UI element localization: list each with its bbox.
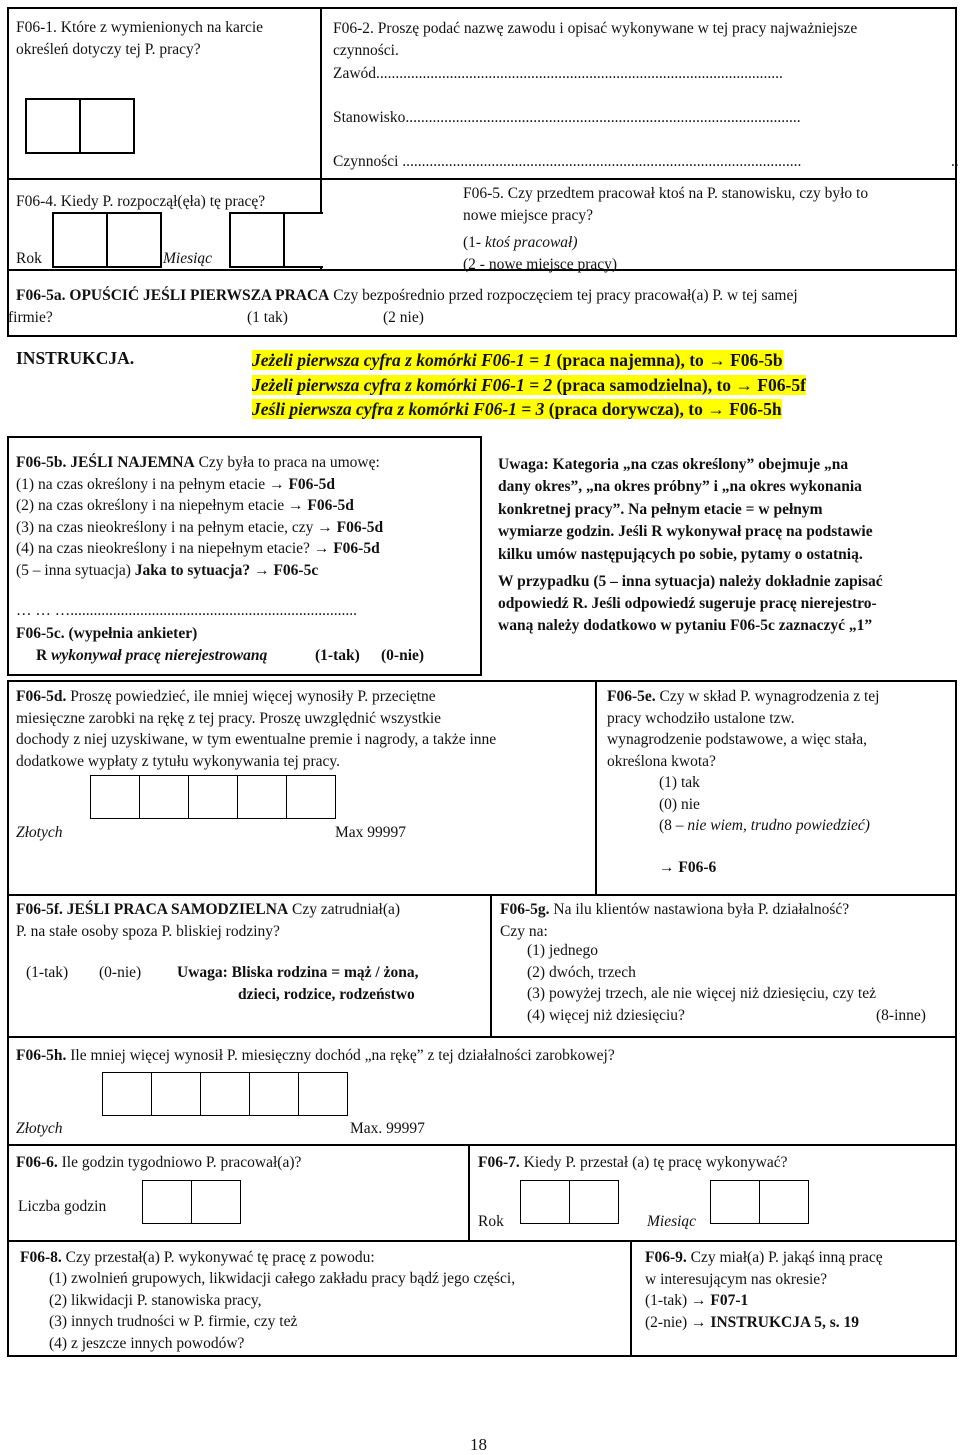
- f06-7-rok-box-2[interactable]: [569, 1180, 619, 1224]
- f06-9-option-no[interactable]: (2-nie) → INSTRUKCJA 5, s. 19: [645, 1313, 859, 1331]
- f06-5g-options: [527, 940, 876, 1026]
- frame-5f-bottom: [7, 1036, 957, 1038]
- f06-5h-unit: Złotych: [16, 1120, 63, 1137]
- f06-6-digit-box-1[interactable]: [142, 1180, 192, 1224]
- zawod-field[interactable]: Zawód.........................................................................................................: [333, 65, 783, 82]
- frame-5b-bottom: [7, 674, 482, 676]
- f06-8-option-2[interactable]: (2) likwidacji P. stanowiska pracy,: [49, 1291, 262, 1309]
- f06-5-option-2[interactable]: (2 - nowe miejsce pracy): [463, 256, 618, 273]
- divider-5f-5g: [490, 894, 492, 1038]
- f06-4-miesiac-box-1[interactable]: [229, 212, 285, 268]
- czynnosci-field[interactable]: Czynności .......................................................................................................: [333, 153, 802, 170]
- instrukcja-row-3[interactable]: Jeśli pierwsza cyfra z komórki F06-1 = 3 (praca dorywcza), to → F06-5h: [252, 399, 782, 419]
- uwaga-note: Uwaga: Kategoria „na czas określony” obejmuje „na dany okres”, „na okres próbny” i „na okres wykonania konkretnej pracy”. Na pełnym etacie = w pełnym wymiarze godzin. Jeśli R wykonywał pracę na podstawie kilku umów następujących po sobie, pytamy o ostatnią.: [498, 456, 873, 563]
- instrukcja-row-2[interactable]: Jeżeli pierwsza cyfra z komórki F06-1 = 2 (praca samodzielna), to → F06-5f: [252, 374, 806, 395]
- frame-5h-right: [955, 1036, 957, 1146]
- divider-6-7: [468, 1144, 470, 1242]
- f06-6-unit: Liczba godzin: [18, 1198, 107, 1215]
- frame-5f-top: [7, 894, 957, 896]
- f06-5b-option-1[interactable]: (1) na czas określony i na pełnym etacie → F06-5d: [16, 475, 335, 493]
- f06-4-question: F06-4. Kiedy P. rozpoczął(ęła) tę pracę?: [16, 193, 266, 210]
- frame-5f-left: [7, 894, 9, 1038]
- f06-5g-option-2[interactable]: (2) dwóch, trzech: [527, 963, 636, 981]
- f06-5d-question: F06-5d. Proszę powiedzieć, ile mniej więcej wynosiły P. przeciętne miesięczne zarobki na rękę z tej pracy. Proszę uwzględnić wszystkie dochody z niej uzyskiwane, w tym ewentualne premie i nagrody, a także inne dodatkowe wypłaty z tytułu wykonywania tej pracy.: [16, 688, 497, 770]
- f06-5-option-1[interactable]: (1- ktoś pracował): [463, 234, 578, 251]
- f06-7-miesiac-box-1[interactable]: [710, 1180, 760, 1224]
- f06-5e-skip-target: → F06-6: [659, 859, 717, 876]
- frame-5h-left: [7, 1036, 9, 1146]
- f06-5b-option-3[interactable]: (3) na czas nieokreślony i na pełnym etacie, czy → F06-5d: [16, 518, 384, 536]
- uwaga-note-2: W przypadku (5 – inna sytuacja) należy dokładnie zapisać odpowiedź R. Jeśli odpowiedź sugeruje pracę nierejestro- waną należy dodatkowo w pytaniu F06-5c zaznaczyć „1”: [498, 573, 883, 634]
- f06-8-options: [49, 1268, 515, 1354]
- f06-5b-option-5[interactable]: (5 – inna sytuacja) Jaka to sytuacja? → F06-5c: [16, 561, 319, 579]
- f06-8-option-3[interactable]: (3) innych trudności w P. firmie, czy też: [49, 1313, 298, 1330]
- frame-6-left: [7, 1144, 9, 1242]
- f06-5a-question: F06-5a. OPUŚCIĆ JEŚLI PIERWSZA PRACA Czy bezpośrednio przed rozpoczęciem tej pracy pracował(a) P. w tej samej: [16, 287, 798, 304]
- frame-5b-top: [7, 436, 482, 438]
- divider-8-9: [630, 1240, 632, 1357]
- f06-5e-option-0[interactable]: (0) nie: [659, 795, 700, 813]
- frame-5f-right: [955, 894, 957, 1038]
- f06-5f-option-yes[interactable]: (1-tak): [26, 964, 69, 981]
- f06-5d-unit: Złotych: [16, 824, 63, 841]
- divider-f06-4: [7, 178, 322, 180]
- f06-5g-option-4[interactable]: (4) więcej niż dziesięciu?: [527, 1006, 685, 1024]
- f06-5b-question: F06-5b. JEŚLI NAJEMNA Czy była to praca na umowę:: [16, 454, 380, 471]
- f06-9-option-yes[interactable]: (1-tak) → F07-1: [645, 1292, 749, 1309]
- f06-4-rok-box-1[interactable]: [52, 212, 108, 268]
- f06-8-question: F06-8. Czy przestał(a) P. wykonywać tę pracę z powodu:: [20, 1249, 375, 1266]
- f06-5e-options: [659, 772, 870, 837]
- f06-5d-digit-box-4[interactable]: [237, 775, 287, 819]
- f06-5b-option-2[interactable]: (2) na czas określony i na niepełnym etacie → F06-5d: [16, 497, 354, 514]
- f06-6-digit-box-2[interactable]: [191, 1180, 241, 1224]
- f06-5f-question: F06-5f. JEŚLI PRACA SAMODZIELNA Czy zatrudniał(a) P. na stałe osoby spoza P. bliskiej rodziny?: [16, 901, 401, 940]
- f06-5h-max: Max. 99997: [350, 1120, 425, 1137]
- frame-5d-top: [7, 680, 957, 682]
- f06-2-question-line2: czynności.: [333, 42, 399, 59]
- f06-5b-option-4[interactable]: (4) na czas nieokreślony i na niepełnym etacie? → F06-5d: [16, 540, 380, 557]
- f06-7-rok-label: Rok: [478, 1213, 504, 1230]
- f06-5a-skip-instruction: OPUŚCIĆ JEŚLI PIERWSZA PRACA: [69, 287, 330, 304]
- f06-4-miesiac-label: Miesiąc: [163, 250, 213, 267]
- f06-5d-digit-box-3[interactable]: [188, 775, 238, 819]
- f06-5c-statement: R wykonywał pracę nierejestrowaną: [36, 647, 268, 664]
- f06-1-question: F06-1. Które z wymienionych na karcie: [16, 19, 264, 36]
- f06-5f-option-no[interactable]: (0-nie): [99, 964, 142, 981]
- f06-5e-question: F06-5e. Czy w skład P. wynagrodzenia z tej pracy wchodziło ustalone tzw. wynagrodzenie podstawowe, a więc stała, określona kwota?: [607, 688, 880, 770]
- frame-5d-left: [7, 680, 9, 896]
- f06-5b-block: [16, 452, 383, 581]
- f06-7-miesiac-label: Miesiąc: [647, 1213, 697, 1230]
- f06-5g-option-1[interactable]: (1) jednego: [527, 942, 599, 959]
- f06-5e-option-1[interactable]: (1) tak: [659, 774, 700, 791]
- f06-1-question-line2: określeń dotyczy tej P. pracy?: [16, 41, 201, 58]
- f06-5c-question: F06-5c. (wypełnia ankieter): [16, 625, 198, 642]
- f06-5g-question: F06-5g. Na ilu klientów nastawiona była P. działalność? Czy na:: [500, 901, 850, 940]
- f06-4-rok-label: Rok: [16, 250, 42, 267]
- f06-6-question: F06-6. Ile godzin tygodniowo P. pracował(a)?: [16, 1154, 302, 1171]
- f06-7-miesiac-box-2[interactable]: [759, 1180, 809, 1224]
- f06-5g-option-other[interactable]: (8-inne): [876, 1007, 926, 1024]
- f06-1-digit-box-1[interactable]: [25, 98, 81, 154]
- frame-5h-bottom: [7, 1144, 957, 1146]
- f06-5d-digit-box-5[interactable]: [286, 775, 336, 819]
- f06-5-question-line2: nowe miejsce pracy?: [463, 207, 593, 224]
- f06-7-rok-box-1[interactable]: [520, 1180, 570, 1224]
- f06-5h-digit-box-4[interactable]: [249, 1072, 299, 1116]
- frame-5d-right: [955, 680, 957, 896]
- stanowisko-field[interactable]: Stanowisko......................................................................................................: [333, 109, 801, 126]
- f06-5h-digit-box-5[interactable]: [298, 1072, 348, 1116]
- f06-4-miesiac-box-2[interactable]: [283, 212, 323, 268]
- frame-top: [7, 7, 957, 9]
- f06-8-option-4[interactable]: (4) z jeszcze innych powodów?: [49, 1334, 245, 1352]
- f06-9-question: F06-9. Czy miał(a) P. jakąś inną pracę w interesującym nas okresie? (1-tak) → F07-1 (2-nie) → INSTRUKCJA 5, s. 19: [645, 1247, 883, 1333]
- frame-5b-left: [7, 436, 9, 676]
- f06-2-question: F06-2. Proszę podać nazwę zawodu i opisać wykonywane w tej pracy najważniejsze: [333, 20, 858, 37]
- divider-5d-5e: [595, 680, 597, 896]
- f06-1-digit-box-2[interactable]: [79, 98, 135, 154]
- f06-5a-option-yes[interactable]: (1 tak): [247, 309, 288, 326]
- f06-5d-max: Max 99997: [335, 824, 407, 841]
- frame-right-mid: [955, 269, 957, 337]
- f06-5a-question-line2: firmie?: [8, 309, 53, 326]
- f06-5-question: F06-5. Czy przedtem pracował ktoś na P. stanowisku, czy było to: [463, 185, 869, 202]
- frame-8-right: [955, 1240, 957, 1357]
- frame-8-left: [7, 1240, 9, 1357]
- instrukcja-label: INSTRUKCJA.: [16, 348, 135, 368]
- f06-5h-digit-box-2[interactable]: [151, 1072, 201, 1116]
- instrukcja-row-1[interactable]: Jeżeli pierwsza cyfra z komórki F06-1 = 1 (praca najemna), to → F06-5b: [252, 350, 783, 370]
- instrukcja-rows: [252, 348, 806, 422]
- f06-5a-option-no[interactable]: (2 nie): [383, 309, 424, 326]
- divider-f06-5a-bottom: [7, 335, 957, 337]
- divider-f06-5: [322, 178, 957, 180]
- f06-5h-digit-box-1[interactable]: [102, 1072, 152, 1116]
- f06-5h-digit-box-3[interactable]: [200, 1072, 250, 1116]
- frame-left-top: [7, 7, 9, 284]
- f06-8-option-1[interactable]: (1) zwolnień grupowych, likwidacji całego zakładu pracy bądź jego części,: [49, 1270, 516, 1287]
- f06-7-question: F06-7. Kiedy P. przestał (a) tę pracę wykonywać?: [478, 1154, 788, 1171]
- f06-5c-option-yes[interactable]: (1-tak): [315, 647, 360, 664]
- f06-4-rok-box-2[interactable]: [106, 212, 162, 268]
- f06-5d-digit-box-2[interactable]: [139, 775, 189, 819]
- frame-right-top: [955, 7, 957, 284]
- frame-5b-right: [480, 436, 482, 676]
- frame-6-right: [955, 1144, 957, 1242]
- page-number: 18: [470, 1435, 487, 1454]
- f06-5f-note: Uwaga: Bliska rodzina = mąż / żona,: [177, 964, 419, 981]
- f06-5e-option-8[interactable]: (8 – nie wiem, trudno powiedzieć): [659, 817, 870, 834]
- f06-5g-option-3[interactable]: (3) powyżej trzech, ale nie więcej niż dziesięciu, czy też: [527, 985, 876, 1002]
- frame-8-bottom: [7, 1355, 957, 1357]
- frame-6-bottom: [7, 1240, 957, 1242]
- f06-5d-digit-box-1[interactable]: [90, 775, 140, 819]
- f06-5c-option-no[interactable]: (0-nie): [381, 647, 425, 664]
- f06-5b-answer-dots[interactable]: … … …..........................................................................: [16, 602, 357, 619]
- czynnosci-field-overflow: ..: [951, 153, 959, 170]
- f06-5h-question: F06-5h. Ile mniej więcej wynosił P. miesięczny dochód „na rękę” z tej działalności zarobkowej?: [16, 1047, 615, 1064]
- f06-5f-note-line2: dzieci, rodzice, rodzeństwo: [238, 986, 415, 1003]
- f06-5-option-1-text: ktoś pracował): [484, 234, 578, 251]
